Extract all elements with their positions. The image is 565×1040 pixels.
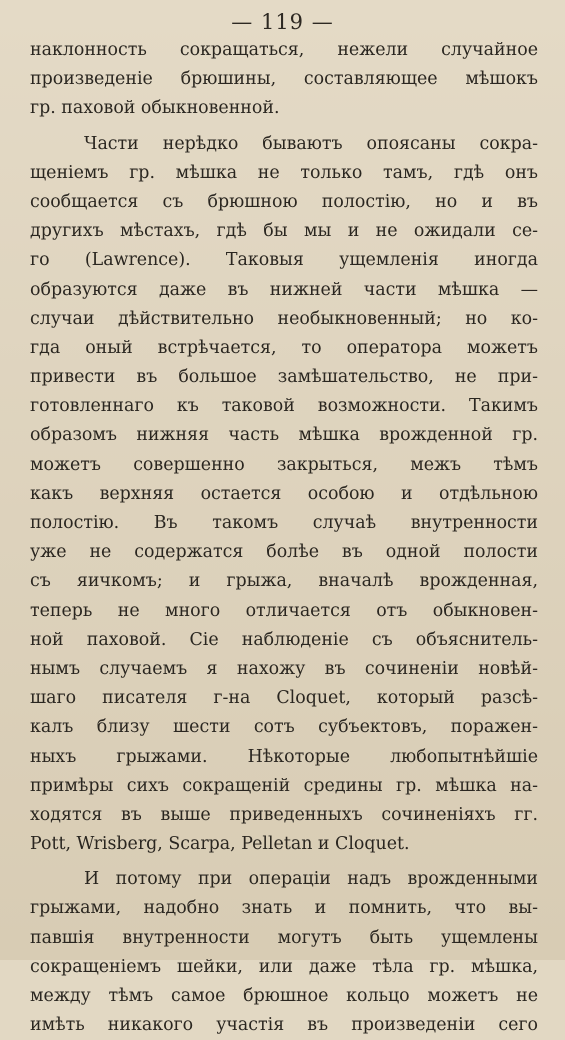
- text-line: готовленнаго къ таковой возможности. Такимъ: [30, 396, 538, 417]
- text-line: какъ верхняя остается особою и отдѣльною: [30, 483, 538, 504]
- text-line: имѣть никакого участія въ произведеніи сего: [30, 1015, 538, 1036]
- text-line: го (Lawrence). Таковыя ущемленія иногда: [30, 250, 538, 271]
- text-line: уже не содержатся болѣе въ одной полости: [30, 542, 538, 563]
- text-line: Части нерѣдко бываютъ опоясаны сокра-: [84, 133, 538, 154]
- text-line: теперь не много отличается отъ обыкновен-: [30, 600, 538, 621]
- text-line: грыжами, надобно знать и помнить, что вы-: [30, 898, 538, 919]
- text-line: сокращеніемъ шейки, или даже тѣла гр. мѣшка,: [30, 956, 538, 977]
- body-text: [30, 36, 538, 1040]
- text-line: произведеніе брюшины, составляющее мѣшокъ: [30, 69, 538, 90]
- text-line: гда оный встрѣчается, то оператора можетъ: [30, 337, 538, 358]
- text-line: ходятся въ выше приведенныхъ сочиненіяхъ гг.: [30, 804, 538, 825]
- text-line: нымъ случаемъ я нахожу въ сочиненіи новѣй-: [30, 658, 538, 679]
- text-line: образомъ нижняя часть мѣшка врожденной гр.: [30, 425, 538, 446]
- text-line: между тѣмъ самое брюшное кольцо можетъ не: [30, 986, 538, 1006]
- text-line: ной паховой. Сіе наблюденіе съ объяснитель-: [30, 629, 538, 650]
- text-line: примѣры сихъ сокращеній средины гр. мѣшка на-: [30, 775, 538, 796]
- text-line: калъ близу шести сотъ субъектовъ, поражен-: [30, 717, 538, 738]
- text-line: съ яичкомъ; и грыжа, вначалѣ врожденная,: [30, 571, 538, 592]
- text-line: щеніемъ гр. мѣшка не только тамъ, гдѣ онъ: [30, 162, 538, 183]
- text-line: случаи дѣйствительно необыкновенный; но ко-: [30, 308, 538, 329]
- paragraph-1: [30, 36, 538, 124]
- text-line: полостію. Въ такомъ случаѣ внутренности: [30, 513, 538, 533]
- text-line: наклонность сокращаться, нежели случайное: [30, 40, 538, 60]
- text-line: гр. паховой обыкновенной.: [30, 98, 280, 119]
- text-line: Pott, Wrisberg, Scarpa, Pelletan и Cloquet.: [30, 834, 410, 855]
- page-number: — 119 —: [231, 10, 334, 34]
- paragraph-3: [30, 865, 538, 1040]
- text-line: образуются даже въ нижней части мѣшка —: [30, 279, 538, 300]
- text-line: ныхъ грыжами. Нѣкоторые любопытнѣйшіе: [30, 746, 538, 767]
- paragraph-2: [30, 130, 538, 860]
- text-line: шаго писателя г-на Cloquet, который разсѣ-: [30, 688, 538, 709]
- text-line: привести въ большое замѣшательство, не при-: [30, 367, 538, 388]
- text-line: павшія внутренности могутъ быть ущемлены: [30, 927, 538, 948]
- text-line: другихъ мѣстахъ, гдѣ бы мы и не ожидали се-: [30, 221, 538, 242]
- text-line: И потому при операціи надъ врожденными: [84, 869, 538, 890]
- text-line: можетъ совершенно закрыться, межъ тѣмъ: [30, 454, 538, 475]
- text-line: сообщается съ брюшною полостію, но и въ: [30, 191, 538, 212]
